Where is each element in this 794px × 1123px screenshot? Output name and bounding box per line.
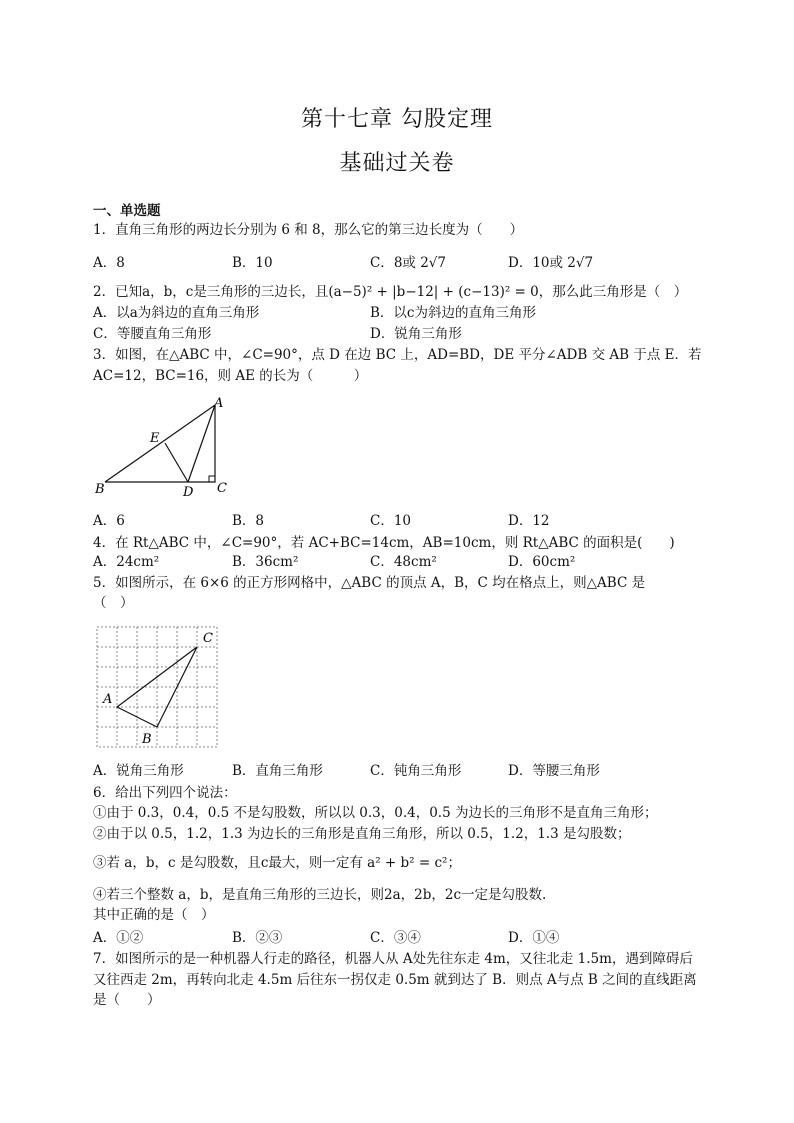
q6-statement-4: ④若三个整数 a，b，是直角三角形的三边长，则2a，2b，2c一定是勾股数.: [93, 887, 547, 903]
q5-option-b: B．直角三角形: [232, 763, 323, 779]
q5-option-d: D．等腰三角形: [508, 763, 600, 779]
q4-option-d: D．60cm²: [508, 554, 576, 570]
q3-option-b: B．8: [232, 513, 265, 529]
q2-option-c: C．等腰直角三角形: [93, 326, 212, 342]
q6-statement-1: ①由于 0.3，0.4，0.5 不是勾股数，所以以 0.3，0.4，0.5 为边长的三角形不是直角三角形；: [93, 805, 658, 821]
q3-segment-de: [165, 443, 188, 482]
q3-option-c: C．10: [370, 513, 412, 529]
question-7-line1: 7．如图所示的是一种机器人行走的路径，机器人从 A处先往东走 4m，又往北走 1.5m，遇到障碍后: [93, 951, 693, 967]
q2-option-d: D．锐角三角形: [370, 326, 462, 342]
question-6-stem: 6．给出下列四个说法：: [93, 785, 237, 801]
q3-label-a: A: [214, 396, 224, 411]
q4-option-a: A．24cm²: [93, 554, 160, 570]
q3-option-d: D．12: [508, 513, 550, 529]
question-3-stem-line1: 3．如图，在△ABC 中，∠C=90°，点 D 在边 BC 上，AD=BD，DE 平分∠ADB 交 AB 于点 E．若: [93, 347, 702, 363]
q2-option-b: B．以c为斜边的直角三角形: [370, 305, 536, 321]
question-1-stem: 1．直角三角形的两边长分别为 6 和 8，那么它的第三边长度为（ ）: [93, 222, 524, 238]
q6-statement-2: ②由于以 0.5，1.2，1.3 为边长的三角形是直角三角形，所以 0.5，1.2，1.3 是勾股数；: [93, 826, 631, 842]
q3-triangle-figure: [93, 395, 253, 503]
q4-option-b: B．36cm²: [232, 554, 299, 570]
q6-option-d: D．①④: [508, 930, 560, 946]
question-2-stem: 2．已知a，b，c是三角形的三边长，且(a−5)² + |b−12| + (c−13)² = 0，那么此三角形是（ ）: [93, 284, 688, 300]
question-5-stem-line1: 5．如图所示，在 6×6 的正方形网格中，△ABC 的顶点 A，B，C 均在格点上，则△ABC 是: [93, 575, 646, 591]
q5-label-c: C: [203, 631, 213, 646]
question-7-line2: 又往西走 2m，再转向北走 4.5m 后往东一拐仅走 0.5m 就到达了 B．则点 A与点 B 之间的直线距离: [93, 972, 697, 988]
q5-label-b: B: [142, 732, 152, 747]
q3-label-b: B: [95, 482, 105, 497]
q3-label-d: D: [183, 485, 194, 500]
question-4-stem: 4．在 Rt△ABC 中，∠C=90°，若 AC+BC=14cm，AB=10cm，则 Rt△ABC 的面积是( ): [93, 535, 675, 551]
page-subtitle: 基础过关卷: [339, 151, 455, 176]
q5-label-a: A: [103, 692, 113, 707]
q5-option-a: A．锐角三角形: [93, 763, 184, 779]
q5-option-c: C．钝角三角形: [370, 763, 462, 779]
q1-option-c: C．8或 2√7: [370, 255, 446, 271]
q6-option-c: C．③④: [370, 930, 421, 946]
question-7-line3: 是（ ）: [93, 992, 161, 1008]
q1-option-d: D．10或 2√7: [508, 255, 594, 271]
page-title: 第十七章 勾股定理: [301, 107, 493, 132]
q2-option-a: A．以a为斜边的直角三角形: [93, 305, 260, 321]
q3-right-angle-mark: [209, 476, 215, 482]
q3-label-c: C: [217, 481, 227, 496]
q5-grid-figure: [95, 625, 223, 749]
q4-option-c: C．48cm²: [370, 554, 437, 570]
q6-ask: 其中正确的是（ ）: [93, 907, 215, 923]
question-3-stem-line2: AC=12，BC=16，则 AE 的长为（ ）: [93, 368, 368, 384]
q1-option-a: A．8: [93, 255, 125, 271]
q1-option-b: B．10: [232, 255, 273, 271]
question-5-stem-line2: （ ）: [93, 595, 134, 611]
q5-grid-lines: [97, 627, 217, 747]
section-heading: 一、单选题: [93, 203, 161, 219]
q6-statement-3: ③若 a，b，c 是勾股数，且c最大，则一定有 a² + b² = c²；: [93, 855, 461, 871]
q6-option-a: A．①②: [93, 930, 144, 946]
q3-triangle-outline: [105, 405, 215, 482]
q3-label-e: E: [150, 431, 160, 446]
q3-segment-ad: [188, 405, 215, 482]
q6-option-b: B．②③: [232, 930, 283, 946]
q3-option-a: A．6: [93, 513, 125, 529]
